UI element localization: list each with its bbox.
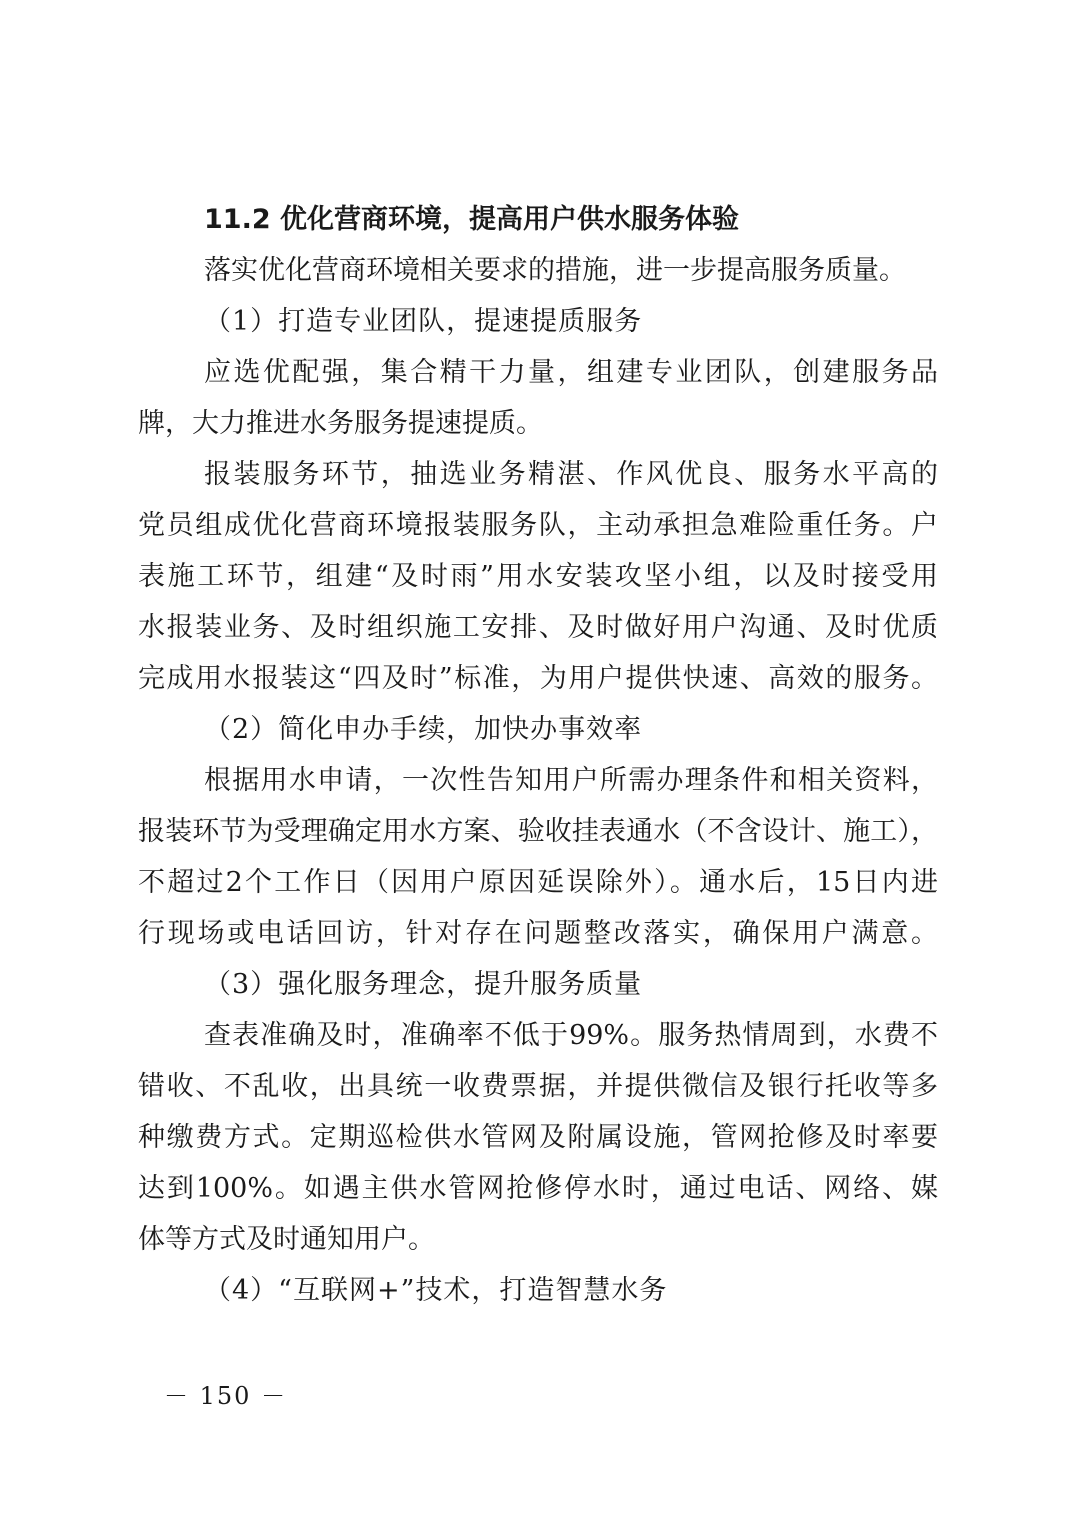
page-number: － 150 －	[164, 1382, 288, 1410]
subsection-heading-1: （1）打造专业团队，提速提质服务	[204, 306, 643, 337]
paragraph-line: 水报装业务、及时组织施工安排、及时做好用户沟通、及时优质	[138, 612, 938, 643]
paragraph-line: 达到100%。如遇主供水管网抢修停水时，通过电话、网络、媒	[138, 1173, 938, 1204]
paragraph-line: 牌，大力推进水务服务提速提质。	[138, 408, 543, 439]
paragraph-line: 行现场或电话回访，针对存在问题整改落实，确保用户满意。	[138, 918, 938, 949]
paragraph-line: 查表准确及时，准确率不低于99%。服务热情周到，水费不	[204, 1020, 938, 1051]
subsection-heading-4: （4）“互联网+”技术，打造智慧水务	[204, 1275, 668, 1306]
paragraph-line: 党员组成优化营商环境报装服务队，主动承担急难险重任务。户	[138, 510, 938, 541]
paragraph-line: 完成用水报装这“四及时”标准，为用户提供快速、高效的服务。	[138, 663, 938, 694]
section-intro: 落实优化营商环境相关要求的措施，进一步提高服务质量。	[204, 255, 906, 286]
paragraph-line: 应选优配强，集合精干力量，组建专业团队，创建服务品	[204, 357, 938, 388]
subsection-heading-2: （2）简化申办手续，加快办事效率	[204, 714, 643, 745]
paragraph-line: 不超过2个工作日（因用户原因延误除外）。通水后，15日内进	[138, 867, 938, 898]
paragraph-line: 体等方式及时通知用户。	[138, 1224, 435, 1255]
paragraph-line: 表施工环节，组建“及时雨”用水安装攻坚小组，以及时接受用	[138, 561, 938, 592]
subsection-heading-3: （3）强化服务理念，提升服务质量	[204, 969, 643, 1000]
paragraph-line: 错收、不乱收，出具统一收费票据，并提供微信及银行托收等多	[138, 1071, 938, 1102]
paragraph-line: 报装环节为受理确定用水方案、验收挂表通水（不含设计、施工），	[138, 816, 938, 847]
paragraph-line: 根据用水申请，一次性告知用户所需办理条件和相关资料，	[204, 765, 938, 796]
paragraph-line: 种缴费方式。定期巡检供水管网及附属设施，管网抢修及时率要	[138, 1122, 938, 1153]
section-title: 11.2 优化营商环境，提高用户供水服务体验	[204, 204, 740, 235]
paragraph-line: 报装服务环节，抽选业务精湛、作风优良、服务水平高的	[204, 459, 938, 490]
